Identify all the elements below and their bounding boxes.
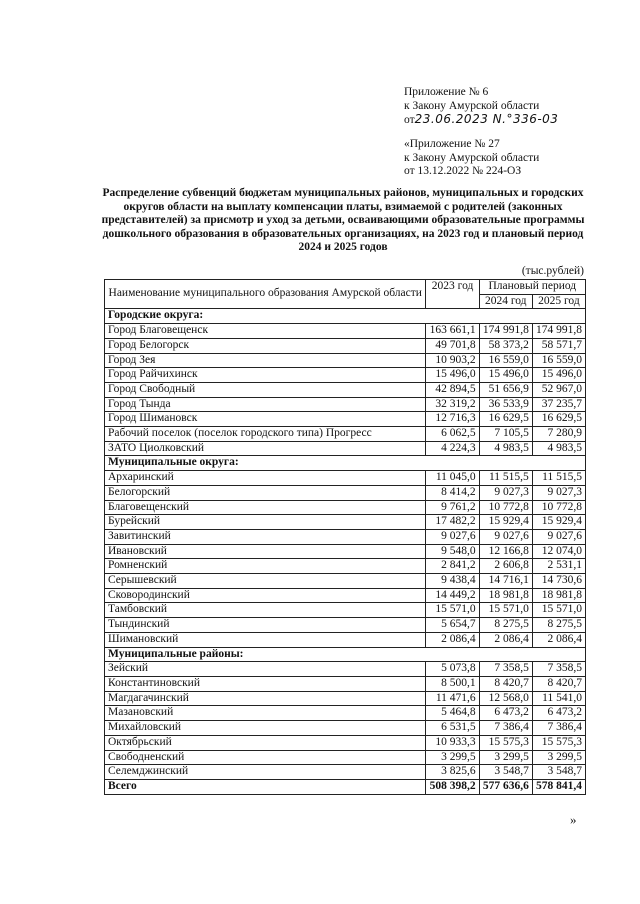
value-2024: 14 716,1 xyxy=(479,574,532,589)
municipality-name: Город Белогорск xyxy=(105,338,426,353)
table-row xyxy=(105,441,586,456)
value-2025: 11 541,0 xyxy=(532,691,585,706)
value-2024: 8 420,7 xyxy=(479,676,532,691)
municipality-name: ЗАТО Циолковский xyxy=(105,441,426,456)
municipality-name: Город Шимановск xyxy=(105,412,426,427)
value-2025: 7 280,9 xyxy=(532,427,585,442)
value-2023: 12 716,3 xyxy=(426,412,479,427)
value-2023: 10 933,3 xyxy=(426,735,479,750)
value-2024: 36 533,9 xyxy=(479,397,532,412)
table-row xyxy=(105,412,586,427)
value-2023: 8 414,2 xyxy=(426,485,479,500)
municipality-name: Михайловский xyxy=(105,721,426,736)
value-2024: 7 358,5 xyxy=(479,662,532,677)
municipality-name: Город Свободный xyxy=(105,382,426,397)
value-2023: 11 045,0 xyxy=(426,471,479,486)
value-2025: 7 358,5 xyxy=(532,662,585,677)
value-2023: 9 761,2 xyxy=(426,500,479,515)
section-label: Муниципальные районы: xyxy=(105,647,586,662)
value-2024: 12 568,0 xyxy=(479,691,532,706)
value-2023: 17 482,2 xyxy=(426,515,479,530)
municipality-name: Зейский xyxy=(105,662,426,677)
municipality-name: Ивановский xyxy=(105,544,426,559)
value-2024: 11 515,5 xyxy=(479,471,532,486)
value-2024: 10 772,8 xyxy=(479,500,532,515)
table-row xyxy=(105,515,586,530)
value-2024: 9 027,3 xyxy=(479,485,532,500)
value-2025: 16 629,5 xyxy=(532,412,585,427)
value-2025: 578 841,4 xyxy=(532,779,585,794)
value-2024: 12 166,8 xyxy=(479,544,532,559)
value-2023: 9 027,6 xyxy=(426,529,479,544)
value-2025: 8 275,5 xyxy=(532,618,585,633)
table-row xyxy=(105,544,586,559)
value-2023: 9 548,0 xyxy=(426,544,479,559)
value-2024: 51 656,9 xyxy=(479,382,532,397)
value-2024: 7 105,5 xyxy=(479,427,532,442)
value-2023: 6 062,5 xyxy=(426,427,479,442)
table-row xyxy=(105,662,586,677)
section-label: Городские округа: xyxy=(105,309,586,324)
table-row xyxy=(105,603,586,618)
value-2023: 6 531,5 xyxy=(426,721,479,736)
municipality-name: Город Зея xyxy=(105,353,426,368)
municipality-name: Свободненский xyxy=(105,750,426,765)
municipality-name: Архаринский xyxy=(105,471,426,486)
table-row xyxy=(105,368,586,383)
value-2023: 10 903,2 xyxy=(426,353,479,368)
value-2025: 18 981,8 xyxy=(532,588,585,603)
value-2023: 9 438,4 xyxy=(426,574,479,589)
units-label: (тыс.рублей) xyxy=(521,265,584,277)
municipality-name: Селемджинский xyxy=(105,765,426,780)
value-2024: 9 027,6 xyxy=(479,529,532,544)
table-row xyxy=(105,471,586,486)
header-plan-period: Плановый период xyxy=(479,280,585,295)
value-2024: 58 373,2 xyxy=(479,338,532,353)
closing-quote: » xyxy=(570,812,577,827)
header-municipality: Наименование муниципального образования Амурской области xyxy=(105,280,426,309)
value-2024: 7 386,4 xyxy=(479,721,532,736)
value-2025: 37 235,7 xyxy=(532,397,585,412)
value-2025: 14 730,6 xyxy=(532,574,585,589)
municipality-name: Рабочий поселок (поселок городского типа) Прогресс xyxy=(105,427,426,442)
value-2024: 4 983,5 xyxy=(479,441,532,456)
municipality-name: Октябрьский xyxy=(105,735,426,750)
header-2024: 2024 год xyxy=(479,294,532,309)
value-2024: 18 981,8 xyxy=(479,588,532,603)
table-header-row xyxy=(105,280,586,295)
municipality-name: Тамбовский xyxy=(105,603,426,618)
value-2025: 4 983,5 xyxy=(532,441,585,456)
municipality-name: Город Благовещенск xyxy=(105,324,426,339)
table-row xyxy=(105,588,586,603)
table-row xyxy=(105,765,586,780)
municipality-name: Всего xyxy=(105,779,426,794)
value-2023: 49 701,8 xyxy=(426,338,479,353)
value-2025: 15 929,4 xyxy=(532,515,585,530)
municipality-name: Город Тында xyxy=(105,397,426,412)
table-row xyxy=(105,721,586,736)
value-2025: 11 515,5 xyxy=(532,471,585,486)
table-row xyxy=(105,353,586,368)
value-2023: 15 571,0 xyxy=(426,603,479,618)
table-body xyxy=(105,309,586,794)
table-row xyxy=(105,427,586,442)
section-label: Муниципальные округа: xyxy=(105,456,586,471)
value-2024: 6 473,2 xyxy=(479,706,532,721)
section-row xyxy=(105,647,586,662)
value-2025: 58 571,7 xyxy=(532,338,585,353)
value-2024: 16 559,0 xyxy=(479,353,532,368)
value-2024: 15 575,3 xyxy=(479,735,532,750)
handwritten-date-number: 23.06.2023 N.°336-03 xyxy=(414,112,559,126)
table-row xyxy=(105,574,586,589)
value-2023: 4 224,3 xyxy=(426,441,479,456)
section-row xyxy=(105,309,586,324)
value-2024: 15 929,4 xyxy=(479,515,532,530)
table-row xyxy=(105,397,586,412)
appendix-block xyxy=(404,86,558,128)
value-2025: 12 074,0 xyxy=(532,544,585,559)
value-2025: 15 496,0 xyxy=(532,368,585,383)
table-row xyxy=(105,750,586,765)
municipality-name: Мазановский xyxy=(105,706,426,721)
total-row xyxy=(105,779,586,794)
value-2023: 5 654,7 xyxy=(426,618,479,633)
value-2025: 2 531,1 xyxy=(532,559,585,574)
value-2023: 8 500,1 xyxy=(426,676,479,691)
value-2024: 3 299,5 xyxy=(479,750,532,765)
value-2023: 42 894,5 xyxy=(426,382,479,397)
value-2023: 32 319,2 xyxy=(426,397,479,412)
value-2023: 163 661,1 xyxy=(426,324,479,339)
table-row xyxy=(105,485,586,500)
value-2025: 8 420,7 xyxy=(532,676,585,691)
value-2025: 3 548,7 xyxy=(532,765,585,780)
value-2024: 15 571,0 xyxy=(479,603,532,618)
appendix-date xyxy=(404,113,558,128)
section-row xyxy=(105,456,586,471)
value-2024: 2 606,8 xyxy=(479,559,532,574)
value-2024: 16 629,5 xyxy=(479,412,532,427)
municipality-name: Тындинский xyxy=(105,618,426,633)
document-title: Распределение субвенций бюджетам муниципальных районов, муниципальных и городских округов области на выплату компенсации платы, взимаемой с родителей (законных представителей) за присмотр и уход за детьми, осваивающими образовательные программы дошкольного образования в образовательных организациях, на 2023 год и плановый период 2024 и 2025 годов xyxy=(101,187,585,253)
value-2024: 3 548,7 xyxy=(479,765,532,780)
value-2024: 2 086,4 xyxy=(479,632,532,647)
municipality-name: Сковородинский xyxy=(105,588,426,603)
value-2025: 7 386,4 xyxy=(532,721,585,736)
value-2025: 52 967,0 xyxy=(532,382,585,397)
table-row xyxy=(105,632,586,647)
municipality-name: Константиновский xyxy=(105,676,426,691)
municipality-name: Бурейский xyxy=(105,515,426,530)
subvention-table xyxy=(104,279,586,795)
value-2025: 2 086,4 xyxy=(532,632,585,647)
appendix-number: Приложение № 6 xyxy=(404,86,489,98)
appendix-date-prefix: от xyxy=(404,114,415,126)
municipality-name: Белогорский xyxy=(105,485,426,500)
municipality-name: Благовещенский xyxy=(105,500,426,515)
municipality-name: Магдагачинский xyxy=(105,691,426,706)
value-2025: 9 027,6 xyxy=(532,529,585,544)
value-2023: 3 299,5 xyxy=(426,750,479,765)
header-2023: 2023 год xyxy=(426,280,479,309)
value-2023: 5 464,8 xyxy=(426,706,479,721)
appendix-old-date: от 13.12.2022 № 224-ОЗ xyxy=(404,165,522,177)
value-2023: 11 471,6 xyxy=(426,691,479,706)
table-row xyxy=(105,618,586,633)
appendix-law: к Закону Амурской области xyxy=(404,99,540,112)
value-2023: 14 449,2 xyxy=(426,588,479,603)
table-row xyxy=(105,676,586,691)
table-row xyxy=(105,706,586,721)
appendix-old-block xyxy=(404,138,539,179)
value-2025: 16 559,0 xyxy=(532,353,585,368)
value-2023: 3 825,6 xyxy=(426,765,479,780)
table-row xyxy=(105,500,586,515)
appendix-old-law: к Закону Амурской области xyxy=(404,151,540,164)
value-2024: 174 991,8 xyxy=(479,324,532,339)
municipality-name: Город Райчихинск xyxy=(105,368,426,383)
value-2024: 15 496,0 xyxy=(479,368,532,383)
municipality-name: Ромненский xyxy=(105,559,426,574)
table-row xyxy=(105,338,586,353)
value-2024: 8 275,5 xyxy=(479,618,532,633)
municipality-name: Серышевский xyxy=(105,574,426,589)
header-2025: 2025 год xyxy=(532,294,585,309)
value-2025: 10 772,8 xyxy=(532,500,585,515)
value-2025: 3 299,5 xyxy=(532,750,585,765)
table-row xyxy=(105,691,586,706)
value-2023: 5 073,8 xyxy=(426,662,479,677)
table-row xyxy=(105,382,586,397)
value-2023: 508 398,2 xyxy=(426,779,479,794)
value-2023: 15 496,0 xyxy=(426,368,479,383)
table-row xyxy=(105,529,586,544)
value-2023: 2 841,2 xyxy=(426,559,479,574)
table-row xyxy=(105,559,586,574)
value-2025: 9 027,3 xyxy=(532,485,585,500)
municipality-name: Шимановский xyxy=(105,632,426,647)
value-2024: 577 636,6 xyxy=(479,779,532,794)
municipality-name: Завитинский xyxy=(105,529,426,544)
value-2025: 15 571,0 xyxy=(532,603,585,618)
value-2025: 15 575,3 xyxy=(532,735,585,750)
value-2025: 174 991,8 xyxy=(532,324,585,339)
table-row xyxy=(105,735,586,750)
table-row xyxy=(105,324,586,339)
appendix-old-number: «Приложение № 27 xyxy=(404,138,500,150)
value-2025: 6 473,2 xyxy=(532,706,585,721)
value-2023: 2 086,4 xyxy=(426,632,479,647)
